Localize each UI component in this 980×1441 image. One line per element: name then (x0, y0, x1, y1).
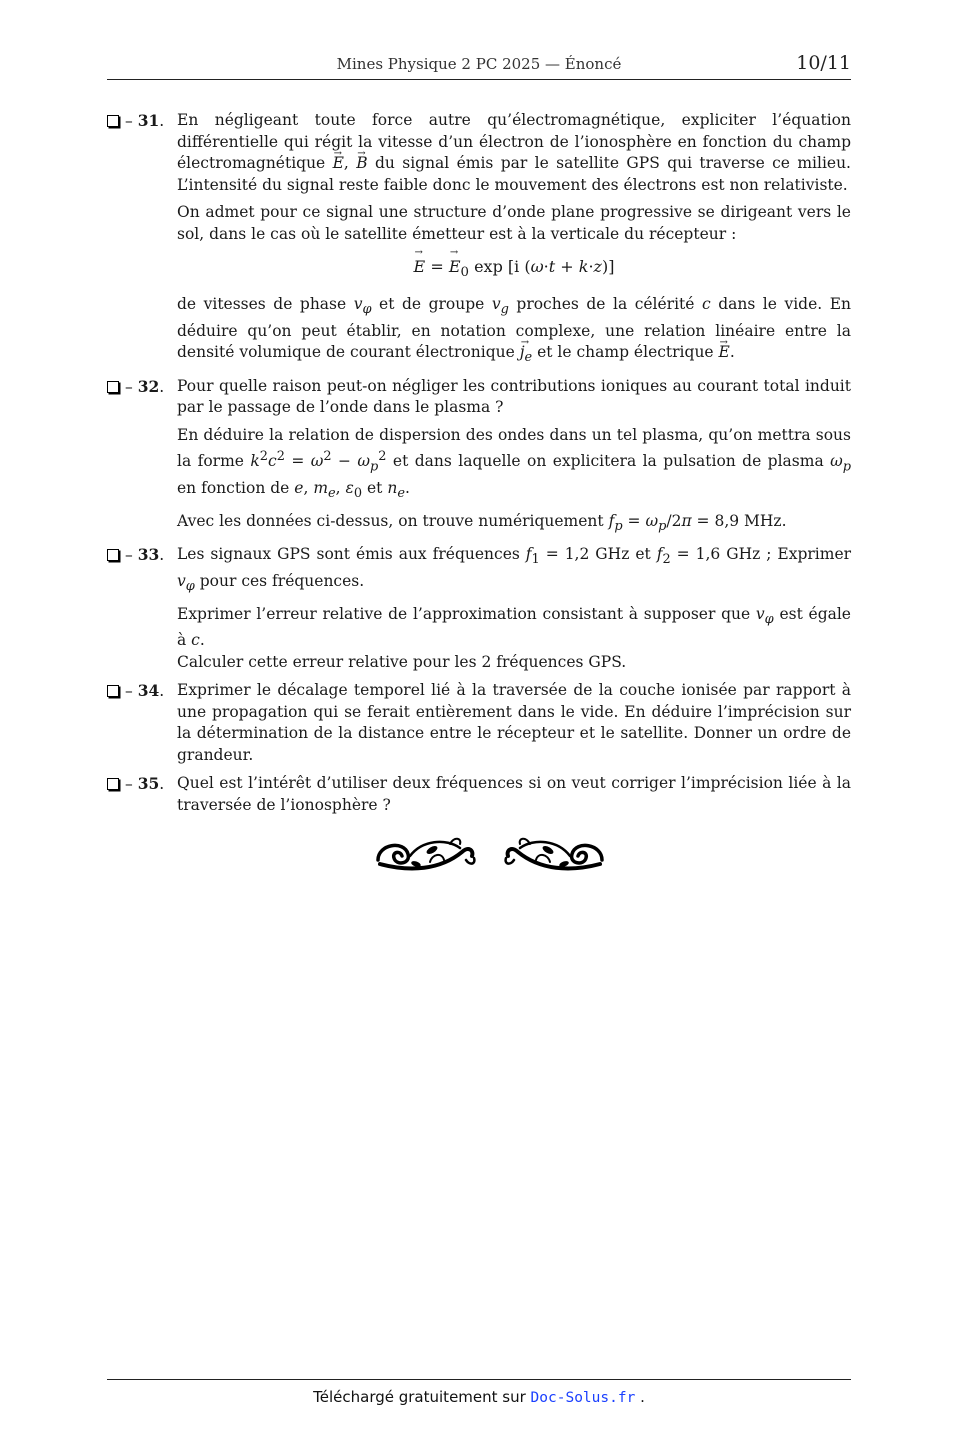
questions-content (107, 110, 851, 823)
checkbox-icon (107, 685, 119, 697)
question-number: – 32. (107, 376, 164, 399)
question-number: – 35. (107, 773, 164, 796)
checkbox-icon (107, 549, 119, 561)
question-text: Quel est l’intérêt d’utiliser deux fréquences si on veut corriger l’imprécision liée à la traversée de l’ionosphère ? (177, 774, 851, 814)
question-text: Les signaux GPS sont émis aux fréquences $f_1 = 1,2$ GHz et $f_2 = 1,6$ GHz ; Exprimer $v_\varphi$ pour ces fréquences. (177, 545, 852, 594)
footer-text: Téléchargé gratuitement sur Doc-Solus.fr . (313, 1388, 645, 1406)
question-text: Exprimer le décalage temporel lié à la traversée de la couche ionisée par rapport à une propagation qui se ferait entièrement dans le vide. En déduire l’imprécision sur la détermination de la distance entre le récepteur et le satellite. Donner un ordre de grandeur. (177, 681, 851, 764)
question-text: de vitesses de phase $v_\varphi$ et de groupe $v_g$ proches de la célérité c dans le vide. En déduire qu’on peut établir, en notation complexe, une relation linéaire entre la densité volumique de courant électronique → $j_e$ et le champ électrique → E. (177, 294, 851, 369)
question-text: Pour quelle raison peut-on négliger les contributions ioniques au courant total induit par le passage de l’onde dans le plasma ? (177, 376, 851, 417)
page-header (107, 52, 851, 80)
question-text: En déduire la relation de dispersion des ondes dans un tel plasma, qu’on mettra sous la forme $k^2c^2 = \omega^2 - \omega_p^2$ et dans laquelle on explicitera la pulsation de plasma $\omega_p$ en fonction de e, $m_e$, $\varepsilon_0$ et $n_e$. (177, 425, 852, 502)
page-number: 10/11 (796, 52, 851, 74)
question-33 (107, 544, 851, 673)
question-number: – 33. (107, 544, 164, 567)
question-31 (107, 110, 851, 369)
checkbox-icon (107, 381, 119, 393)
flourish-ornament-icon (370, 826, 610, 882)
question-text: Avec les données ci-dessus, on trouve numériquement $f_p = \omega_p/2\pi = 8,9$ MHz. (177, 511, 787, 534)
question-32 (107, 376, 851, 537)
doc-solus-link[interactable]: Doc-Solus.fr (530, 1390, 636, 1406)
page-footer (107, 1379, 851, 1406)
wave-equation: → E = → $E_0$ exp [i (ω·t + k·z)] (177, 257, 851, 280)
checkbox-icon (107, 115, 119, 127)
checkbox-icon (107, 778, 119, 790)
question-number: – 31. (107, 110, 164, 133)
question-34 (107, 680, 851, 766)
header-title: Mines Physique 2 PC 2025 — Énoncé (336, 55, 622, 73)
question-text: En négligeant toute force autre qu’électromagnétique, expliciter l’équation différentielle qui régit la vitesse d’un électron de l’ionosphère en fonction du champ électromagnétique → E, → B du signal émis par le satellite GPS qui traverse ce milieu. L’intensité du signal reste faible donc le mouvement des électrons est non relativiste. (177, 110, 851, 196)
question-text: On admet pour ce signal une structure d’onde plane progressive se dirigeant vers le sol, dans le cas où le satellite émetteur est à la verticale du récepteur : (177, 203, 851, 243)
question-text: Exprimer l’erreur relative de l’approximation consistant à supposer que $v_\varphi$ est égale à c. Calculer cette erreur relative pour les 2 fréquences GPS. (177, 604, 851, 671)
question-number: – 34. (107, 680, 164, 703)
question-35 (107, 773, 851, 816)
